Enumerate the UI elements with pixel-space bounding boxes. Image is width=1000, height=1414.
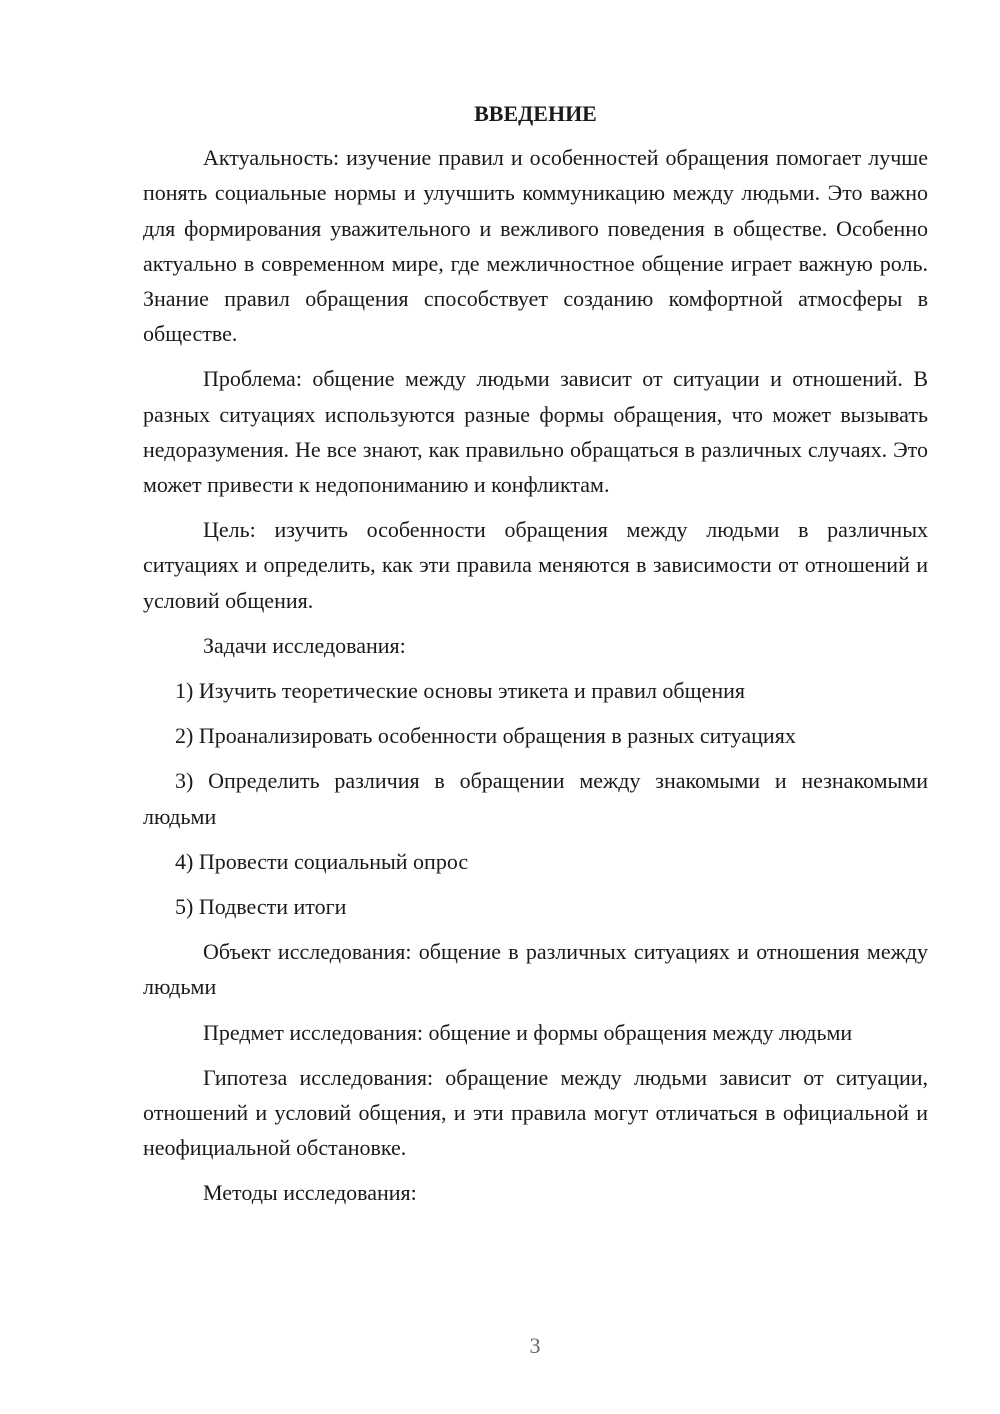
page-content bbox=[143, 96, 928, 1221]
methods-title: Методы исследования: bbox=[203, 1180, 417, 1206]
problem-paragraph: Проблема: общение между людьми зависит от ситуации и отношений. В разных ситуациях используются разные формы обращения, что может вызывать недоразумения. Не все знают, как правильно обращаться в различных случаях. Это может привести к недопониманию и конфликтам. bbox=[143, 366, 928, 498]
goal-paragraph: Цель: изучить особенности обращения между людьми в различных ситуациях и определить, как эти правила меняются в зависимости от отношений и условий общения. bbox=[143, 517, 928, 613]
task-item: 3) Определить различия в обращении между знакомыми и незнакомыми людьми bbox=[143, 768, 928, 829]
hypothesis-paragraph: Гипотеза исследования: обращение между людьми зависит от ситуации, отношений и условий общения, и эти правила могут отличаться в официальной и неофициальной обстановке. bbox=[143, 1064, 928, 1161]
task-item: 5) Подвести итоги bbox=[175, 894, 347, 920]
task-item: 1) Изучить теоретические основы этикета и правил общения bbox=[175, 678, 745, 704]
subject-paragraph: Предмет исследования: общение и формы обращения между людьми bbox=[203, 1019, 853, 1045]
task-item: 4) Провести социальный опрос bbox=[175, 848, 469, 874]
page-number: 3 bbox=[529, 1333, 541, 1358]
relevance-paragraph: Актуальность: изучение правил и особенностей обращения помогает лучше понять социальные нормы и улучшить коммуникацию между людьми. Это важно для формирования уважительного и вежливого поведения в обществе. Особенно актуально в современном мире, где межличностное общение играет важную роль. Знание правил обращения способствует созданию комфортной атмосферы в обществе. bbox=[143, 145, 928, 347]
tasks-title: Задачи исследования: bbox=[203, 632, 406, 658]
task-item: 2) Проанализировать особенности обращения в разных ситуациях bbox=[175, 723, 796, 749]
object-paragraph: Объект исследования: общение в различных ситуациях и отношения между людьми bbox=[143, 939, 928, 1000]
section-heading: ВВЕДЕНИЕ bbox=[474, 101, 597, 126]
